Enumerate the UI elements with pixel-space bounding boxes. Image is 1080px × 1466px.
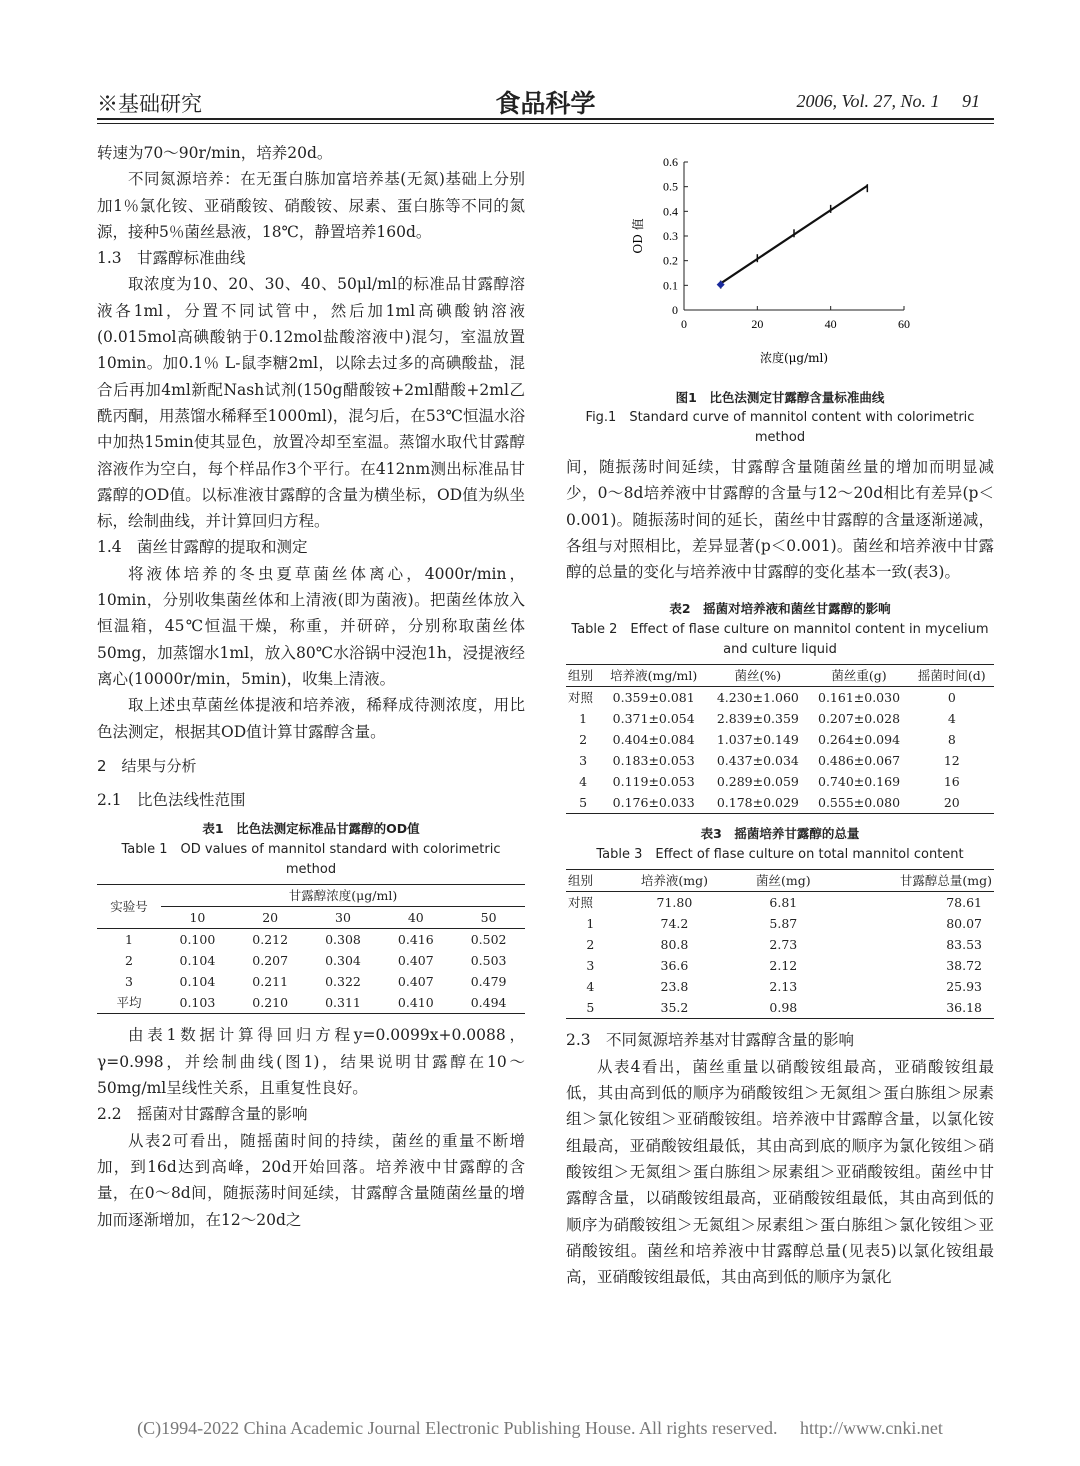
paragraph: 将液体培养的冬虫夏草菌丝体离心，4000r/min，10min，分别收集菌丝体和上清液(即为菌液)。把菌丝体放入恒温箱，45℃恒温干燥，称重，并研碎，分别称取菌丝体50mg，加蒸馏水1ml，放入80℃水浴锅中浸泡1h，浸提液经离心(10000r/min，5min)，收集上清液。	[97, 564, 525, 688]
table3-header: 培养液(mg)	[615, 870, 734, 892]
table-row: 5 0.176±0.033 0.178±0.029 0.555±0.080 20	[566, 792, 994, 814]
table2-header: 菌丝重(g)	[808, 665, 909, 687]
section-heading-2-1: 2.1 比色法线性范围	[97, 791, 246, 810]
y-tick-label: 0.1	[663, 278, 678, 293]
table1-col: 50	[452, 907, 525, 929]
table2-header: 菌丝(%)	[707, 665, 808, 687]
x-tick-label: 0	[681, 317, 687, 331]
table-row: 2 0.404±0.084 1.037±0.149 0.264±0.094 8	[579, 732, 956, 748]
table-row: 3 0.104 0.211 0.322 0.407 0.479	[125, 974, 507, 990]
y-tick-label: 0.2	[663, 253, 678, 268]
table-row: 1 74.2 5.87 80.07	[586, 916, 982, 932]
figure1-chart	[566, 148, 994, 388]
table2-header: 培养液(mg/ml)	[600, 665, 707, 687]
section-heading-2-3: 2.3 不同氮源培养基对甘露醇含量的影响	[566, 1031, 855, 1050]
header-rule-thick	[97, 118, 994, 120]
table3	[566, 869, 994, 1019]
table1-header-conc: 甘露醇浓度(μg/ml)	[161, 885, 525, 907]
paragraph: 由表1数据计算得回归方程y=0.0099x+0.0088，γ=0.998，并绘制曲线(图1)，结果说明甘露醇在10～50mg/ml呈线性关系，且重复性良好。	[97, 1026, 525, 1098]
table-row: 对照 71.80 6.81 78.61	[568, 895, 982, 911]
section-label: ※基础研究	[97, 92, 202, 116]
standard-curve-plot	[566, 148, 994, 370]
table-row: 3 0.183±0.053 0.437±0.034 0.486±0.067 12	[579, 753, 960, 769]
x-tick-label: 40	[824, 317, 837, 331]
table1-col: 30	[307, 907, 380, 929]
x-tick-label: 60	[898, 317, 910, 331]
header-rule-thin	[97, 123, 994, 124]
table-row: 5 35.2 0.98 36.18	[566, 997, 994, 1019]
table3-header: 组别	[566, 870, 615, 892]
y-tick-label: 0.6	[663, 155, 678, 169]
figure1-caption: 图1 比色法测定甘露醇含量标准曲线 Fig.1 Standard curve of mannitol content with colorimetric method	[585, 390, 975, 445]
y-tick-label: 0	[672, 303, 678, 317]
y-tick-label: 0.3	[663, 229, 678, 243]
table-row: 3 36.6 2.12 38.72	[586, 958, 982, 974]
table-row: 2 0.104 0.207 0.304 0.407 0.503	[125, 953, 507, 969]
section-heading-1-4: 1.4 菌丝甘露醇的提取和测定	[97, 538, 308, 557]
table-row: 1 0.100 0.212 0.308 0.416 0.502	[125, 932, 507, 948]
y-tick-label: 0.5	[663, 179, 678, 194]
table1-caption: 表1 比色法测定标准品甘露醇的OD值 Table 1 OD values of mannitol standard with colorimetric method	[121, 821, 501, 878]
table-row: 4 0.119±0.053 0.289±0.059 0.740±0.169 16	[579, 774, 960, 790]
table3-header: 菌丝(mg)	[734, 870, 832, 892]
section-heading-2-2: 2.2 摇菌对甘露醇含量的影响	[97, 1105, 308, 1124]
x-tick-label: 20	[751, 317, 764, 331]
volume-info: 2006, Vol. 27, No. 1 91	[796, 91, 980, 111]
copyright-footer: (C)1994-2022 China Academic Journal Electronic Publishing House. All rights reserved. http://www.cnki.net	[137, 1418, 943, 1438]
page-header	[97, 84, 994, 118]
table1	[97, 884, 525, 1014]
left-column	[97, 140, 525, 1233]
table2-caption: 表2 摇菌对培养液和菌丝甘露醇的影响 Table 2 Effect of flase culture on mannitol content in mycelium and culture liquid	[571, 601, 989, 658]
table-row: 2 80.8 2.73 83.53	[586, 937, 982, 953]
x-axis-label: 浓度(μg/ml)	[759, 351, 829, 365]
paragraph: 转速为70～90r/min，培养20d。	[97, 144, 333, 162]
table2-header: 组别	[566, 665, 600, 687]
paragraph: 不同氮源培养：在无蛋白胨加富培养基(无氮)基础上分别加1％氯化铵、亚硝酸铵、硝酸铵、尿素、蛋白胨等不同的氮源，接种5％菌丝悬液，18℃，静置培养160d。	[97, 170, 525, 241]
paragraph: 取浓度为10、20、30、40、50μl/ml的标准品甘露醇溶液各1ml，分置不同试管中，然后加1ml高碘酸钠溶液(0.015mol高碘酸钠于0.12mol盐酸溶液中)混匀，室温放置10min。加0.1％ L-鼠李糖2ml，以除去过多的高碘酸盐，混合后再加4ml新配Nash试剂(150g醋酸铵+2ml醋酸+2ml乙酰丙酮，用蒸馏水稀释至1000ml)，混匀后，在53℃恒温水浴中加热15min使其显色，放置冷却至室温。蒸馏水取代甘露醇溶液作为空白，每个样品作3个平行。在412nm测出标准品甘露醇的OD值。以标准液甘露醇的含量为横坐标，OD值为纵坐标，绘制曲线，并计算回归方程。	[97, 275, 525, 531]
journal-title: 食品科学	[495, 89, 596, 118]
section-heading-1-3: 1.3 甘露醇标准曲线	[97, 249, 246, 268]
table1-header-exp: 实验号	[97, 885, 161, 929]
right-column	[566, 148, 994, 1290]
table1-col: 40	[379, 907, 452, 929]
table3-header: 甘露醇总量(mg)	[833, 870, 994, 892]
paragraph: 取上述虫草菌丝体提液和培养液，稀释成待测浓度，用比色法测定，根据其OD值计算甘露醇含量。	[97, 696, 525, 741]
table3-caption: 表3 摇菌培养甘露醇的总量 Table 3 Effect of flase culture on total mannitol content	[596, 826, 964, 863]
paragraph: 从表2可看出，随摇菌时间的持续，菌丝的重量不断增加，到16d达到高峰，20d开始回落。培养液中甘露醇的含量，在0～8d间，随振荡时间延续，甘露醇含量随菌丝量的增加而逐渐增加，在12～20d之	[97, 1131, 525, 1229]
table-row: 1 0.371±0.054 2.839±0.359 0.207±0.028 4	[579, 711, 956, 727]
table-row: 平均 0.103 0.210 0.311 0.410 0.494	[97, 992, 525, 1014]
table2	[566, 664, 994, 814]
table-row: 对照 0.359±0.081 4.230±1.060 0.161±0.030 0	[568, 690, 956, 706]
table-row: 4 23.8 2.13 25.93	[586, 979, 982, 995]
y-axis-label: OD 值	[631, 218, 645, 254]
section-heading-2: 2 结果与分析	[97, 756, 197, 775]
paragraph: 间，随振荡时间延续，甘露醇含量随菌丝量的增加而明显减少，0～8d培养液中甘露醇的含量与12～20d相比有差异(p＜0.001)。随振荡时间的延长，菌丝中甘露醇的含量逐渐递减，各组与对照相比，差异显著(p＜0.001)。菌丝和培养液中甘露醇的总量的变化与培养液中甘露醇的变化基本一致(表3)。	[566, 458, 994, 582]
paragraph: 从表4看出，菌丝重量以硝酸铵组最高，亚硝酸铵组最低，其由高到低的顺序为硝酸铵组＞无氮组＞蛋白胨组＞尿素组＞氯化铵组＞亚硝酸铵组。培养液中甘露醇含量，以氯化铵组最高，亚硝酸铵组最低，其由高到底的顺序为氯化铵组＞硝酸铵组＞无氮组＞蛋白胨组＞尿素组＞亚硝酸铵组。菌丝中甘露醇含量，以硝酸铵组最高，亚硝酸铵组最低，其由高到低的顺序为硝酸铵组＞无氮组＞尿素组＞蛋白胨组＞氯化铵组＞亚硝酸铵组。菌丝和培养液中甘露醇总量(见表5)以氯化铵组最高，亚硝酸铵组最低，其由高到低的顺序为氯化	[566, 1057, 994, 1287]
y-tick-label: 0.4	[663, 204, 678, 219]
table2-header: 摇菌时间(d)	[910, 665, 994, 687]
table1-col: 10	[161, 907, 234, 929]
table1-col: 20	[234, 907, 307, 929]
